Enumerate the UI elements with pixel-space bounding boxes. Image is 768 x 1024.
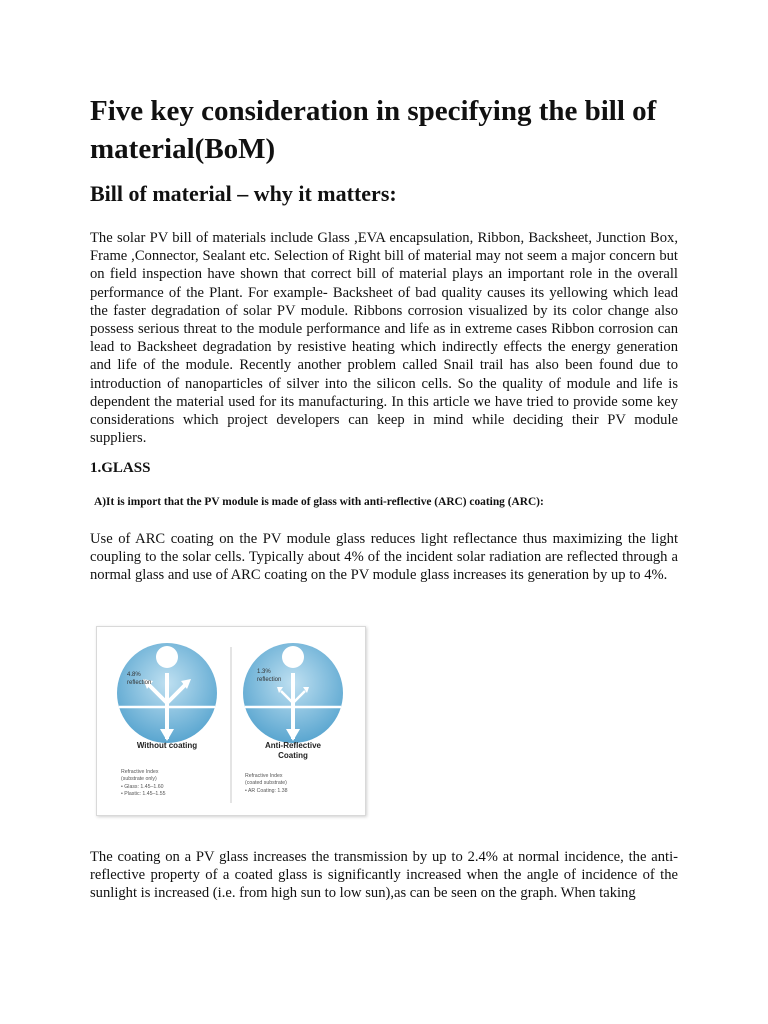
refractive-index-title-left: Refractive Index (121, 769, 159, 775)
refractive-index-line-plastic: • Plastic: 1.45–1.55 (121, 791, 166, 797)
refractive-index-line-ar: • AR Coating: 1.38 (245, 788, 288, 794)
refractive-index-line-glass: • Glass: 1.45–1.60 (121, 784, 164, 790)
intro-paragraph: The solar PV bill of materials include Glass ,EVA encapsulation, Ribbon, Backsheet, Junction Box, Frame ,Connector, Sealant etc. Selection of Right bill of material may not seem a major concern but on field inspection have shown that correct bill of material plays an important role in the overall performance of the Plant. For example- Backsheet of bad quality causes its yellowing which lead the faster degradation of solar PV module. Ribbons corrosion visualized by its color change also possess serious threat to the module performance and life as in extreme cases Ribbon corrosion can lead to Backsheet degradation by resistive heating which indirectly effects the energy generation and life of the module. Recently another problem called Snail trail has also been found due to introduction of nanoparticles of silver into the silicon cells. So the quality of module and life is dependent the material used for its manufacturing. In this article we have tried to provide some key considerations which project developers can keep in mind while deciding their PV module suppliers. (90, 230, 678, 447)
caption-without-coating: Without coating (136, 741, 198, 750)
reflection-value-left: 4.8% (127, 672, 141, 678)
glass-paragraph: Use of ARC coating on the PV module glass reduces light reflectance thus maximizing the light coupling to the solar cells. Typically about 4% of the incident solar radiation are reflected through a normal glass and use of ARC coating on the PV module glass increases its generation by up to 4%. (90, 531, 678, 584)
caption-anti-reflective: Anti-Reflective (264, 741, 322, 750)
subheading-arc-coating: A)It is import that the PV module is made of glass with anti-reflective (ARC) coating (ARC): (94, 496, 544, 508)
document-title: Five key consideration in specifying the bill of material(BoM) (90, 95, 657, 165)
coating-paragraph: The coating on a PV glass increases the transmission by up to 2.4% at normal incidence, the anti-reflective property of a coated glass is significantly increased when the angle of incidence of the sunlight is increased (i.e. from high sun to low sun),as can be seen on the graph. When taking (90, 849, 678, 902)
sun-icon-right (282, 646, 304, 668)
reflection-value-right: 1.3% (257, 669, 271, 675)
refractive-index-title-right: Refractive Index (245, 773, 283, 779)
section-heading-glass: 1.GLASS (90, 460, 151, 476)
arc-coating-illustration (97, 627, 365, 815)
refractive-index-subtitle-right: (coated substrate) (245, 780, 287, 786)
right-panel (243, 643, 343, 794)
reflection-label-right: reflection (257, 677, 282, 683)
left-panel (117, 643, 217, 797)
refractive-index-subtitle-left: (substrate only) (121, 776, 157, 782)
caption-coating: Coating (278, 751, 308, 760)
reflection-label-left: reflection (127, 680, 152, 686)
section-heading-why-it-matters: Bill of material – why it matters: (90, 181, 397, 206)
sun-icon-left (156, 646, 178, 668)
arc-coating-figure (96, 626, 366, 816)
